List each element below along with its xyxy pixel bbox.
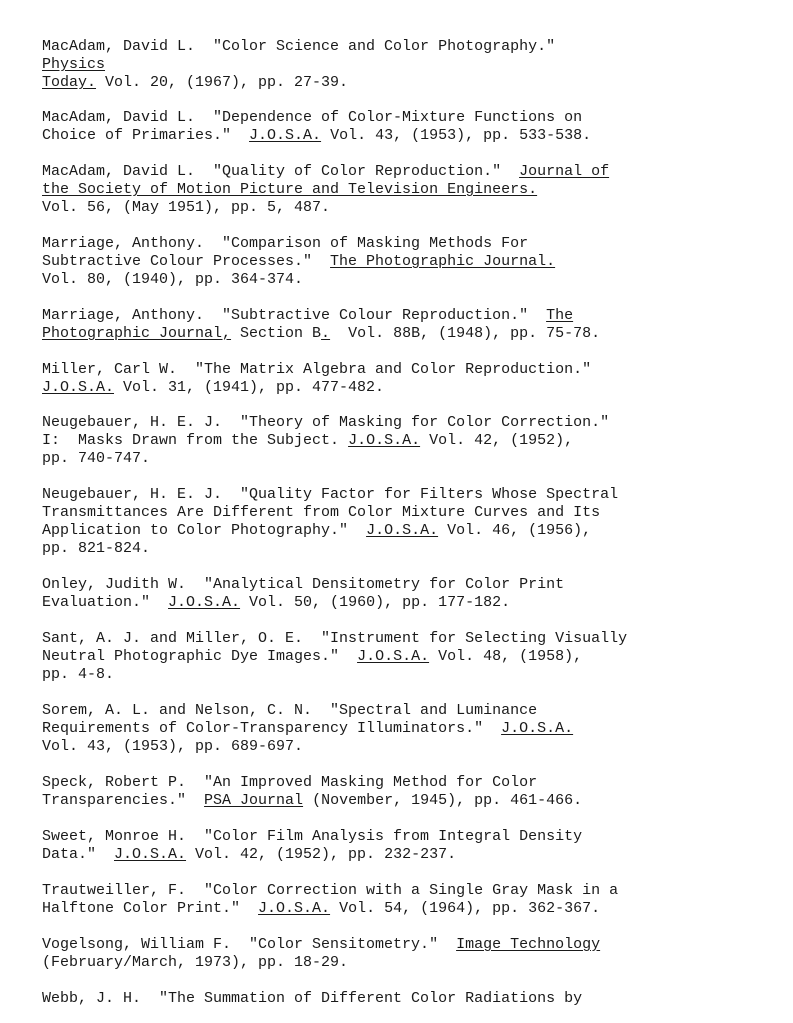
reference-text: Halftone Color Print." [42, 900, 259, 917]
reference-text: I: Masks Drawn from the Subject. [42, 432, 349, 449]
reference-text: MacAdam, David L. "Color Science and Color Photography." [42, 38, 556, 55]
reference-line [42, 163, 609, 181]
underlined-title: Photographic Journal, [42, 325, 232, 342]
underlined-title: The Photographic Journal. [330, 253, 556, 270]
reference-line [42, 630, 627, 648]
reference-line [42, 307, 600, 325]
reference-entry [42, 990, 582, 1008]
reference-entry [42, 361, 591, 397]
underlined-title: J.O.S.A. [114, 846, 187, 863]
reference-text: pp. 740-747. [42, 450, 151, 467]
reference-line [42, 361, 591, 379]
reference-line [42, 38, 555, 56]
reference-line [42, 74, 555, 92]
reference-text: Trautweiller, F. "Color Correction with a Single Gray Mask in a [42, 882, 619, 899]
reference-text: Vol. 54, (1964), pp. 362-367. [330, 900, 601, 917]
underlined-title: J.O.S.A. [42, 379, 115, 396]
reference-text: MacAdam, David L. "Quality of Color Reproduction." [42, 163, 520, 180]
reference-text: Vol. 46, (1956), [438, 522, 592, 539]
reference-entry [42, 414, 609, 468]
reference-text: Vol. 20, (1967), pp. 27-39. [96, 74, 349, 91]
reference-line [42, 594, 564, 612]
reference-text: Onley, Judith W. "Analytical Densitometry for Color Print [42, 576, 565, 593]
underlined-title: Today. [42, 74, 97, 91]
reference-line [42, 576, 564, 594]
reference-text: Marriage, Anthony. "Subtractive Colour Reproduction." [42, 307, 547, 324]
underlined-title: Journal of [519, 163, 610, 180]
reference-entry [42, 235, 555, 289]
reference-text: Sweet, Monroe H. "Color Film Analysis from Integral Density [42, 828, 583, 845]
reference-text: Vol. 56, (May 1951), pp. 5, 487. [42, 199, 331, 216]
reference-line [42, 235, 555, 253]
reference-line [42, 414, 609, 432]
reference-entry [42, 109, 591, 145]
reference-line [42, 109, 591, 127]
reference-text: Vol. 42, (1952), [420, 432, 574, 449]
reference-line [42, 954, 600, 972]
reference-text: pp. 821-824. [42, 540, 151, 557]
reference-entry [42, 576, 564, 612]
reference-text: Vol. 31, (1941), pp. 477-482. [114, 379, 385, 396]
reference-text: Miller, Carl W. "The Matrix Algebra and Color Reproduction." [42, 361, 592, 378]
reference-line [42, 828, 582, 846]
reference-entry [42, 882, 618, 918]
reference-line [42, 504, 618, 522]
reference-line [42, 432, 609, 450]
reference-line [42, 648, 627, 666]
reference-line [42, 540, 618, 558]
reference-line [42, 792, 582, 810]
reference-entry [42, 307, 600, 343]
reference-text: Neutral Photographic Dye Images." [42, 648, 358, 665]
reference-text: Choice of Primaries." [42, 127, 250, 144]
reference-line [42, 127, 591, 145]
reference-entry [42, 828, 582, 864]
reference-text: Speck, Robert P. "An Improved Masking Method for Color [42, 774, 538, 791]
underlined-title: J.O.S.A. [168, 594, 241, 611]
reference-text: Neugebauer, H. E. J. "Theory of Masking for Color Correction." [42, 414, 610, 431]
reference-text: Vol. 88B, (1948), pp. 75-78. [330, 325, 601, 342]
reference-line [42, 450, 609, 468]
reference-line [42, 702, 573, 720]
underlined-title: J.O.S.A. [366, 522, 439, 539]
reference-text: Application to Color Photography." [42, 522, 367, 539]
reference-text: Transparencies." [42, 792, 205, 809]
reference-text: Vol. 48, (1958), [429, 648, 583, 665]
reference-line [42, 990, 582, 1008]
reference-entry [42, 38, 555, 92]
reference-line [42, 199, 609, 217]
reference-line [42, 936, 600, 954]
reference-entry [42, 702, 573, 756]
underlined-title: J.O.S.A. [249, 127, 322, 144]
reference-line [42, 846, 582, 864]
reference-text: MacAdam, David L. "Dependence of Color-Mixture Functions on [42, 109, 583, 126]
reference-text: Requirements of Color-Transparency Illuminators." [42, 720, 502, 737]
reference-line [42, 56, 555, 74]
reference-line [42, 181, 609, 199]
underlined-title: J.O.S.A. [258, 900, 331, 917]
underlined-title: J.O.S.A. [357, 648, 430, 665]
reference-text: Vol. 50, (1960), pp. 177-182. [240, 594, 511, 611]
reference-entry [42, 936, 600, 972]
reference-entry [42, 774, 582, 810]
reference-line [42, 774, 582, 792]
reference-text: Vol. 43, (1953), pp. 533-538. [321, 127, 592, 144]
underlined-title: PSA Journal [204, 792, 304, 809]
reference-text: Evaluation." [42, 594, 169, 611]
underlined-title: Physics [42, 56, 106, 73]
reference-line [42, 253, 555, 271]
reference-text: Data." [42, 846, 115, 863]
reference-text: Vol. 42, (1952), pp. 232-237. [186, 846, 457, 863]
reference-line [42, 900, 618, 918]
reference-text: (February/March, 1973), pp. 18-29. [42, 954, 349, 971]
reference-text: Marriage, Anthony. "Comparison of Masking Methods For [42, 235, 529, 252]
reference-text: Neugebauer, H. E. J. "Quality Factor for Filters Whose Spectral [42, 486, 619, 503]
reference-text: Transmittances Are Different from Color Mixture Curves and Its [42, 504, 601, 521]
reference-entry [42, 486, 618, 558]
underlined-title: J.O.S.A. [348, 432, 421, 449]
reference-line [42, 522, 618, 540]
reference-text: Vogelsong, William F. "Color Sensitometry." [42, 936, 457, 953]
reference-line [42, 738, 573, 756]
reference-line [42, 882, 618, 900]
reference-line [42, 666, 627, 684]
reference-text: Vol. 43, (1953), pp. 689-697. [42, 738, 304, 755]
reference-line [42, 720, 573, 738]
reference-text: pp. 4-8. [42, 666, 115, 683]
reference-text: Section B [231, 325, 322, 342]
underlined-title: Image Technology [456, 936, 601, 953]
reference-line [42, 486, 618, 504]
reference-entry [42, 163, 609, 217]
reference-text: Sorem, A. L. and Nelson, C. N. "Spectral and Luminance [42, 702, 538, 719]
reference-line [42, 325, 600, 343]
reference-line [42, 379, 591, 397]
underlined-title: the Society of Motion Picture and Television Engineers. [42, 181, 538, 198]
underlined-title: The [546, 307, 574, 324]
reference-entry [42, 630, 627, 684]
reference-text: Subtractive Colour Processes." [42, 253, 331, 270]
underlined-title: J.O.S.A. [501, 720, 574, 737]
reference-text: (November, 1945), pp. 461-466. [303, 792, 583, 809]
reference-text: Sant, A. J. and Miller, O. E. "Instrument for Selecting Visually [42, 630, 628, 647]
reference-text: Vol. 80, (1940), pp. 364-374. [42, 271, 304, 288]
underlined-title: . [321, 325, 331, 342]
reference-text: Webb, J. H. "The Summation of Different Color Radiations by [42, 990, 583, 1007]
reference-line [42, 271, 555, 289]
